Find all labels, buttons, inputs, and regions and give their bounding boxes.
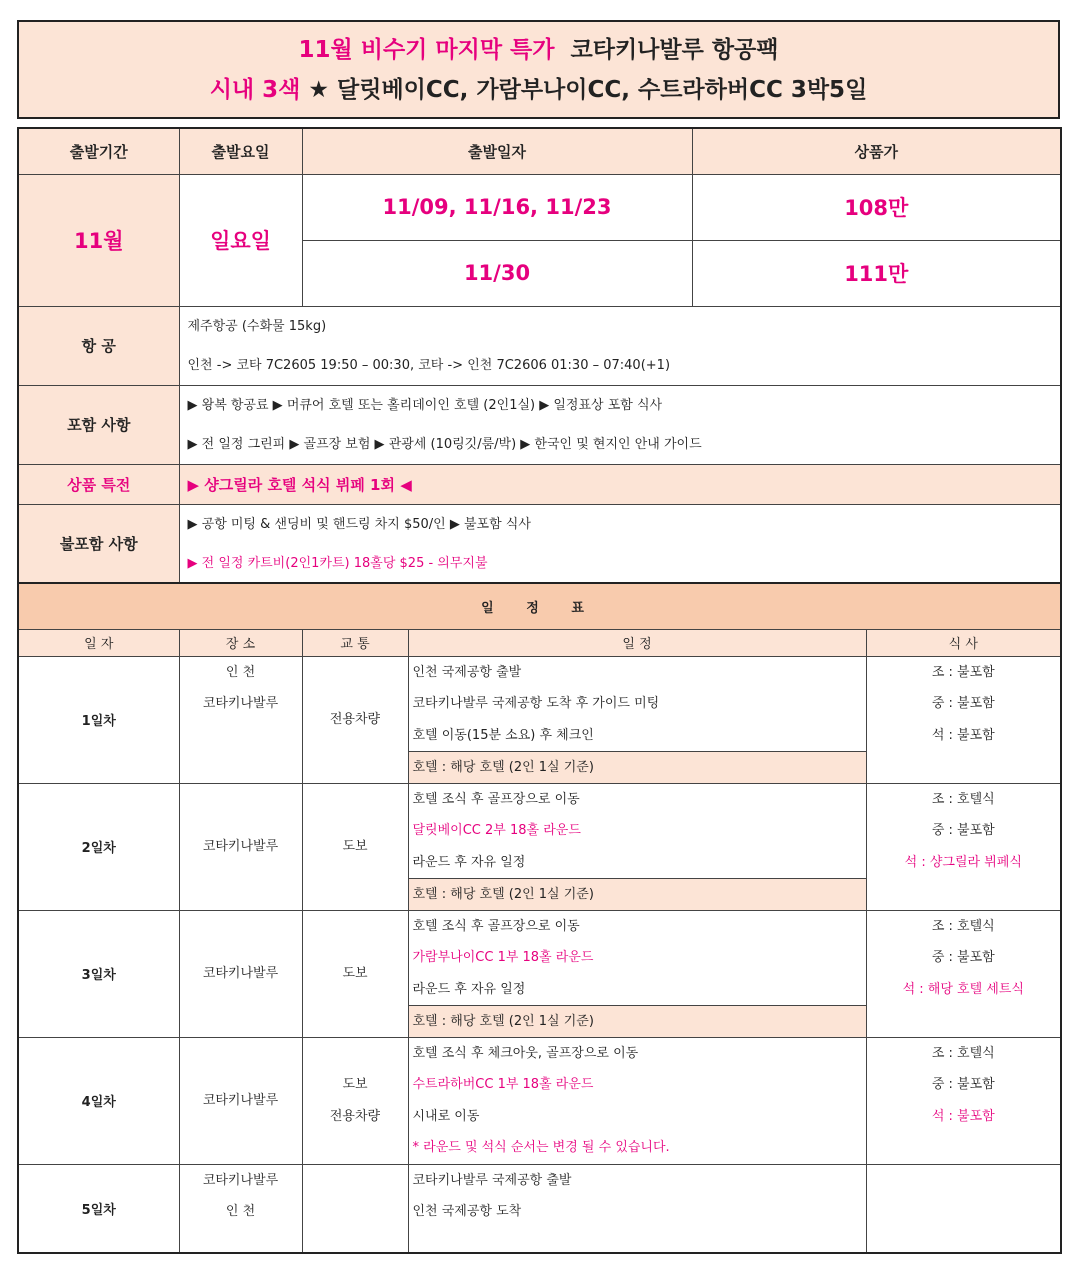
schedule-body [18,656,1061,1253]
plan-cell [408,656,866,783]
col-meal: 식 사 [866,629,1061,656]
title-subtitle-label: 시내 3색 [209,76,301,103]
meal-item: 중 : 불포함 [931,950,995,965]
meal-item: 조 : 호텔식 [931,791,995,807]
excluded-line-1: ▶ 공항 미팅 & 샌딩비 및 핸드링 차지 $50/인 ▶ 불포함 식사 [187,516,531,532]
meal-cell [866,783,1061,910]
plan-cell [408,1164,866,1253]
schedule-title: 일 정 표 [18,583,1061,629]
included-line-2: ▶ 전 일정 그린피 ▶ 골프장 보험 ▶ 관광세 (10링깃/룸/박) ▶ 한국인 및 현지인 안내 가이드 [187,436,702,452]
place-item: 코타키나발루 [202,1172,279,1188]
excluded-info [179,504,1061,584]
title-line-1 [299,30,779,70]
schedule-row [18,1037,1061,1164]
meal-cell [866,656,1061,783]
transport-cell [302,1037,408,1164]
meal-item: 조 : 호텔식 [931,1045,995,1061]
meal-cell [866,910,1061,1037]
col-place: 장 소 [179,629,302,656]
departure-dates-1: 11/09, 11/16, 11/23 [302,174,692,240]
transport-cell [302,783,408,910]
place-item: 인 천 [225,664,256,680]
price-2: 111만 [692,240,1061,306]
plan-item: 호텔 조식 후 골프장으로 이동 [412,791,580,807]
transport-cell [302,1164,408,1253]
header-price: 상품가 [692,128,1061,174]
transport-item: 전용차량 [329,711,381,727]
plan-item: 코타키나발루 국제공항 도착 후 가이드 미팅 [412,696,660,711]
flight-schedule: 인천 -> 코타 7C2605 19:50 – 00:30, 코타 -> 인천 7C2606 01:30 – 07:40(+1) [187,357,671,373]
header-dates: 출발일자 [302,128,692,174]
title-box [17,20,1060,119]
plan-item: 라운드 후 자유 일정 [412,981,526,997]
plan-cell [408,910,866,1037]
schedule-row [18,783,1061,910]
plan-item: 호텔 조식 후 골프장으로 이동 [412,918,580,934]
place-item: 코타키나발루 [202,1092,279,1108]
meal-item: 중 : 불포함 [931,1077,995,1092]
meal-item: 석 : 샹그릴라 뷔페식 [904,854,1022,870]
plan-item: 인천 국제공항 출발 [412,664,522,680]
plan-item: 달릿베이CC 2부 18홀 라운드 [412,823,581,838]
transport-cell [302,656,408,783]
meal-item: 조 : 불포함 [931,664,995,680]
transport-item: 전용차량 [329,1108,381,1124]
special-benefit: ▶ 샹그릴라 호텔 석식 뷔페 1회 ◀ [179,464,1061,504]
plan-item: 코타키나발루 국제공항 출발 [412,1172,572,1188]
departure-weekday: 일요일 [179,174,302,306]
place-cell [179,1037,302,1164]
plan-item: 가람부나이CC 1부 18홀 라운드 [412,950,594,965]
included-label: 포함 사항 [18,385,179,464]
departure-month: 11월 [18,174,179,306]
excluded-line-2: ▶ 전 일정 카트비(2인1카트) 18홀당 $25 - 의무지불 [187,555,488,571]
plan-cell [408,1037,866,1164]
excluded-label: 불포함 사항 [18,504,179,584]
plan-item: 인천 국제공항 도착 [412,1204,522,1219]
title-sale-label: 11월 비수기 마지막 특가 [298,36,555,63]
day-cell: 2일차 [18,783,179,910]
place-cell [179,656,302,783]
day-cell: 1일차 [18,656,179,783]
plan-item: 라운드 후 자유 일정 [412,854,526,870]
plan-item: 호텔 이동(15분 소요) 후 체크인 [412,727,594,743]
col-plan: 일 정 [408,629,866,656]
title-package-name: 코타키나발루 항공팩 [570,36,779,63]
flight-airline: 제주항공 (수화물 15kg) [187,318,327,334]
meal-item: 석 : 해당 호텔 세트식 [902,981,1024,997]
title-line-2 [210,70,868,110]
schedule-row [18,910,1061,1037]
place-item: 코타키나발루 [202,696,279,711]
plan-item: 호텔 조식 후 체크아웃, 골프장으로 이동 [412,1045,639,1061]
meal-item: 조 : 호텔식 [931,918,995,934]
schedule-table [17,582,1062,1254]
place-cell [179,910,302,1037]
col-transport: 교 통 [302,629,408,656]
flight-info [179,306,1061,385]
plan-item: * 라운드 및 석식 순서는 변경 될 수 있습니다. [412,1140,670,1155]
meal-item: 중 : 불포함 [931,696,995,711]
plan-item: 수트라하버CC 1부 18홀 라운드 [412,1077,594,1092]
day-cell: 4일차 [18,1037,179,1164]
col-day: 일 자 [18,629,179,656]
header-weekday: 출발요일 [179,128,302,174]
place-item: 코타키나발루 [202,965,279,981]
transport-item: 도보 [342,1077,368,1092]
price-info-table [17,127,1062,585]
transport-cell [302,910,408,1037]
title-courses: 달릿베이CC, 가람부나이CC, 수트라하버CC 3박5일 [337,76,868,103]
included-line-1: ▶ 왕복 항공료 ▶ 머큐어 호텔 또는 홀리데이인 호텔 (2인1실) ▶ 일정표상 포함 식사 [187,397,663,413]
plan-cell [408,783,866,910]
day-cell: 5일차 [18,1164,179,1253]
transport-item: 도보 [342,965,368,981]
place-item: 인 천 [225,1204,256,1219]
flight-label: 항 공 [18,306,179,385]
meal-item: 석 : 불포함 [931,1108,995,1124]
day-cell: 3일차 [18,910,179,1037]
meal-cell [866,1164,1061,1253]
included-info [179,385,1061,464]
meal-cell [866,1037,1061,1164]
plan-item: 시내로 이동 [412,1108,480,1124]
price-1: 108만 [692,174,1061,240]
transport-item: 도보 [342,838,368,854]
meal-item: 중 : 불포함 [931,823,995,838]
special-label: 상품 특전 [18,464,179,504]
star-icon: ★ [308,76,329,103]
departure-dates-2: 11/30 [302,240,692,306]
place-item: 코타키나발루 [202,838,279,854]
hotel-info: 호텔 : 해당 호텔 (2인 1실 기준) [409,878,866,910]
meal-item: 석 : 불포함 [931,727,995,743]
place-cell [179,1164,302,1253]
schedule-row [18,1164,1061,1253]
schedule-row [18,656,1061,783]
hotel-info: 호텔 : 해당 호텔 (2인 1실 기준) [409,751,866,783]
header-period: 출발기간 [18,128,179,174]
hotel-info: 호텔 : 해당 호텔 (2인 1실 기준) [409,1005,866,1037]
place-cell [179,783,302,910]
